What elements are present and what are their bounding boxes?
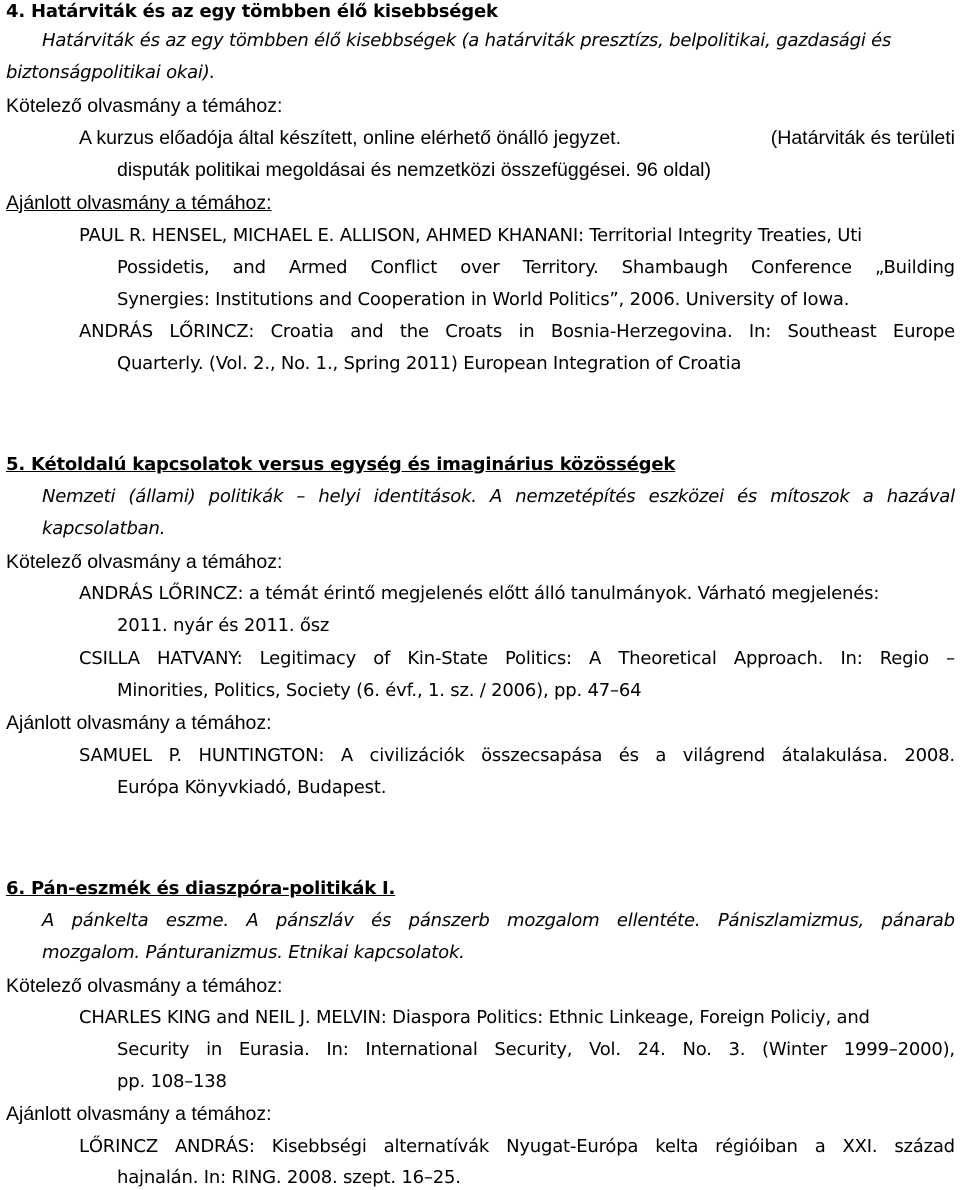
section-heading: [6, 0, 498, 24]
reference-entry-cont: hajnalán. In: RING. 2008. szept. 16–25.: [117, 1167, 461, 1188]
section-subtitle: mozgalom. Pánturanizmus. Etnikai kapcsolatok.: [42, 942, 465, 963]
reference-text: disputák politikai megoldásai és nemzetközi összefüggései. 96 oldal): [117, 159, 711, 181]
reference-entry: ANDRÁS LŐRINCZ: a témát érintő megjelenés előtt álló tanulmányok. Várható megjelenés:: [79, 583, 880, 604]
reference-entry: SAMUEL P. HUNTINGTON: A civilizációk összecsapása és a világrend átalakulása. 2008.: [79, 745, 955, 766]
section-subtitle: A pánkelta eszme. A pánszláv és pánszerb mozgalom ellentéte. Pániszlamizmus, pánarab: [42, 910, 955, 931]
reference-entry: ANDRÁS LŐRINCZ: Croatia and the Croats in Bosnia-Herzegovina. In: Southeast Europe: [79, 321, 955, 342]
section-subtitle: Határviták és az egy tömbben élő kisebbségek (a határviták presztízs, belpolitikai, gazdasági és: [42, 30, 892, 51]
section-subtitle: kapcsolatban.: [42, 518, 166, 539]
reference-entry-cont: Quarterly. (Vol. 2., No. 1., Spring 2011) European Integration of Croatia: [117, 353, 742, 374]
recommended-reading-label: Ajánlott olvasmány a témához:: [6, 192, 272, 214]
reference-entry-cont: Minorities, Politics, Society (6. évf., 1. sz. / 2006), pp. 47–64: [117, 680, 642, 701]
section-number: 5.: [6, 454, 25, 475]
section-heading: [6, 453, 675, 477]
reference-entry-cont: Európa Könyvkiadó, Budapest.: [117, 777, 387, 798]
reference-entry-cont: Synergies: Institutions and Cooperation in World Politics”, 2006. University of Iowa.: [117, 289, 850, 310]
section-heading: [6, 877, 395, 901]
reference-entry-cont: Possidetis, and Armed Conflict over Territory. Shambaugh Conference „Building: [117, 257, 955, 278]
section-title: Határviták és az egy tömbben élő kisebbségek: [31, 1, 498, 22]
recommended-reading-label: Ajánlott olvasmány a témához:: [6, 712, 272, 734]
section-number: 4.: [6, 1, 25, 22]
section-title: Kétoldalú kapcsolatok versus egység és imaginárius közösségek: [31, 454, 676, 475]
reference-entry: CHARLES KING and NEIL J. MELVIN: Diaspora Politics: Ethnic Linkeage, Foreign Policiy, and: [79, 1007, 870, 1028]
reference-entry: LŐRINCZ ANDRÁS: Kisebbségi alternatívák Nyugat-Európa kelta régióiban a XXI. század: [79, 1136, 955, 1157]
recommended-reading-label: Ajánlott olvasmány a témához:: [6, 1103, 272, 1125]
reference-entry: CSILLA HATVANY: Legitimacy of Kin-State Politics: A Theoretical Approach. In: Regio –: [79, 648, 955, 669]
required-reading-label: Kötelező olvasmány a témához:: [6, 551, 283, 573]
reference-entry: PAUL R. HENSEL, MICHAEL E. ALLISON, AHMED KHANANI: Territorial Integrity Treaties, Uti: [79, 225, 862, 246]
reference-entry-cont: Security in Eurasia. In: International Security, Vol. 24. No. 3. (Winter 1999–2000),: [117, 1039, 955, 1060]
reference-entry-cont: pp. 108–138: [117, 1071, 227, 1092]
reference-entry-cont: 2011. nyár és 2011. ősz: [117, 615, 330, 636]
section-number: 6.: [6, 878, 25, 899]
required-reading-label: Kötelező olvasmány a témához:: [6, 975, 283, 997]
required-reading-label: Kötelező olvasmány a témához:: [6, 95, 283, 117]
reference-entry-cont: [117, 158, 711, 182]
section-subtitle: Nemzeti (állami) politikák – helyi identitások. A nemzetépítés eszközei és mítoszok a hazával: [42, 486, 955, 507]
reference-entry: A kurzus előadója által készített, online elérhető önálló jegyzet. (Határviták és területi: [79, 127, 955, 149]
section-subtitle: biztonságpolitikai okai).: [6, 62, 216, 83]
section-title: Pán-eszmék és diaszpóra-politikák I.: [31, 878, 396, 899]
